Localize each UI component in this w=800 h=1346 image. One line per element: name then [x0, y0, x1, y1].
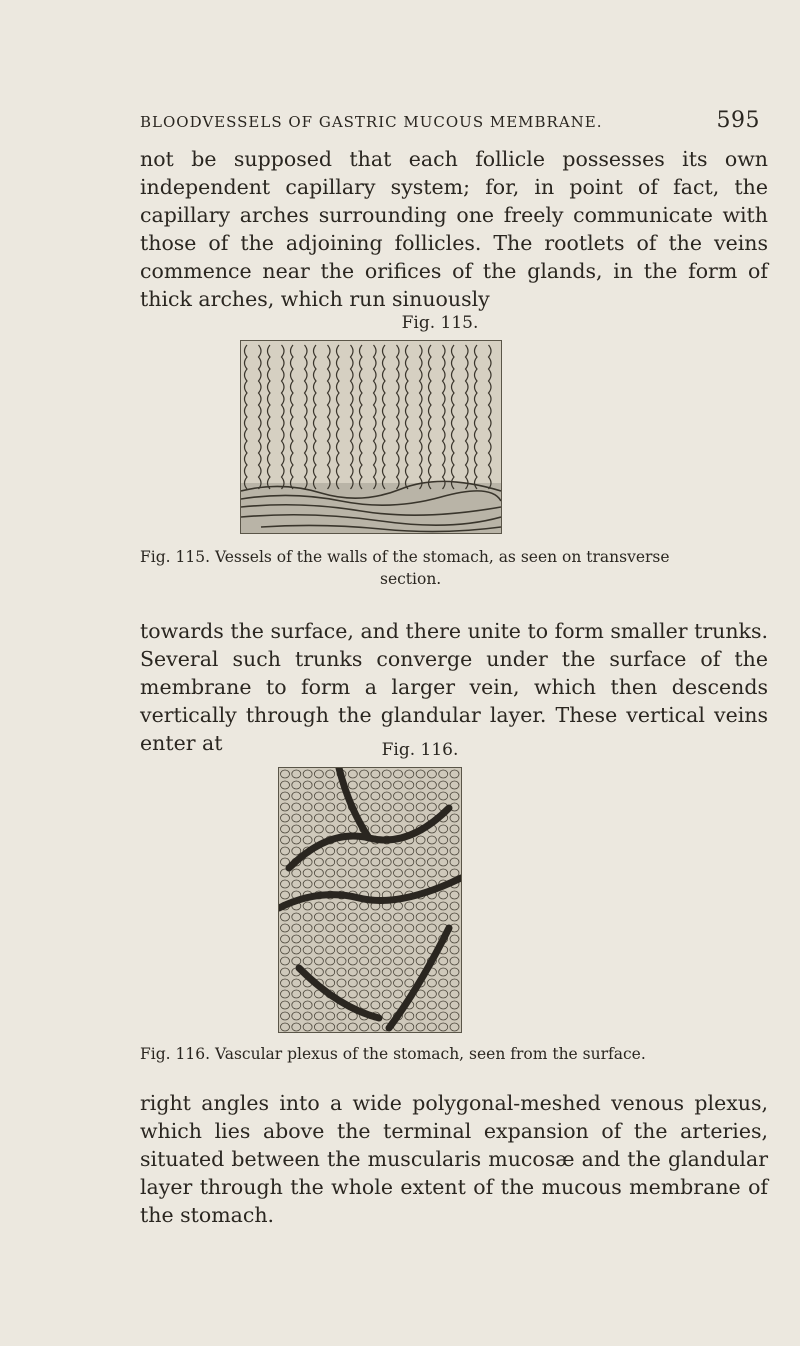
running-title: BLOODVESSELS OF GASTRIC MUCOUS MEMBRANE.	[140, 113, 603, 131]
figure-116-label: Fig. 116.	[381, 740, 459, 760]
figure-116-caption	[140, 1043, 780, 1065]
figure-116-illustration	[278, 767, 462, 1033]
paragraph-3: right angles into a wide polygonal-meshed venous plexus, which lies above the terminal expansion of the arteries, situated between the muscularis mucosæ and the glandular layer through the whole extent of the mucous membrane of the stomach.	[140, 1091, 768, 1227]
figure-115-drawing	[241, 341, 501, 533]
figure-115-caption	[140, 546, 770, 590]
figure-116-caption-number: Fig. 116.	[140, 1045, 210, 1063]
figure-115-caption-number: Fig. 115.	[140, 548, 210, 566]
paragraph-1: not be supposed that each follicle possesses its own independent capillary system; for, in point of fact, the capillary arches surrounding one freely communicate with those of the adjoining follicles. The rootlets of the veins commence near the orifices of the glands, in the form of thick arches, which run sinuously	[140, 147, 768, 311]
figure-116-drawing	[279, 768, 461, 1032]
running-head	[140, 108, 760, 133]
paragraph-2: towards the surface, and there unite to form smaller trunks. Several such trunks converge under the surface of the membrane to form a larger vein, which then descends vertically through the glandular layer. These vertical veins enter at	[140, 619, 768, 755]
figure-116-caption-text: Vascular plexus of the stomach, seen from the surface.	[214, 1045, 646, 1063]
figure-115-label: Fig. 115.	[401, 313, 479, 333]
figure-115-caption-text-2: section.	[380, 570, 442, 588]
figure-115-caption-text: Vessels of the walls of the stomach, as seen on transverse	[214, 548, 670, 566]
page-number: 595	[716, 108, 760, 133]
figure-115-illustration	[240, 340, 502, 534]
